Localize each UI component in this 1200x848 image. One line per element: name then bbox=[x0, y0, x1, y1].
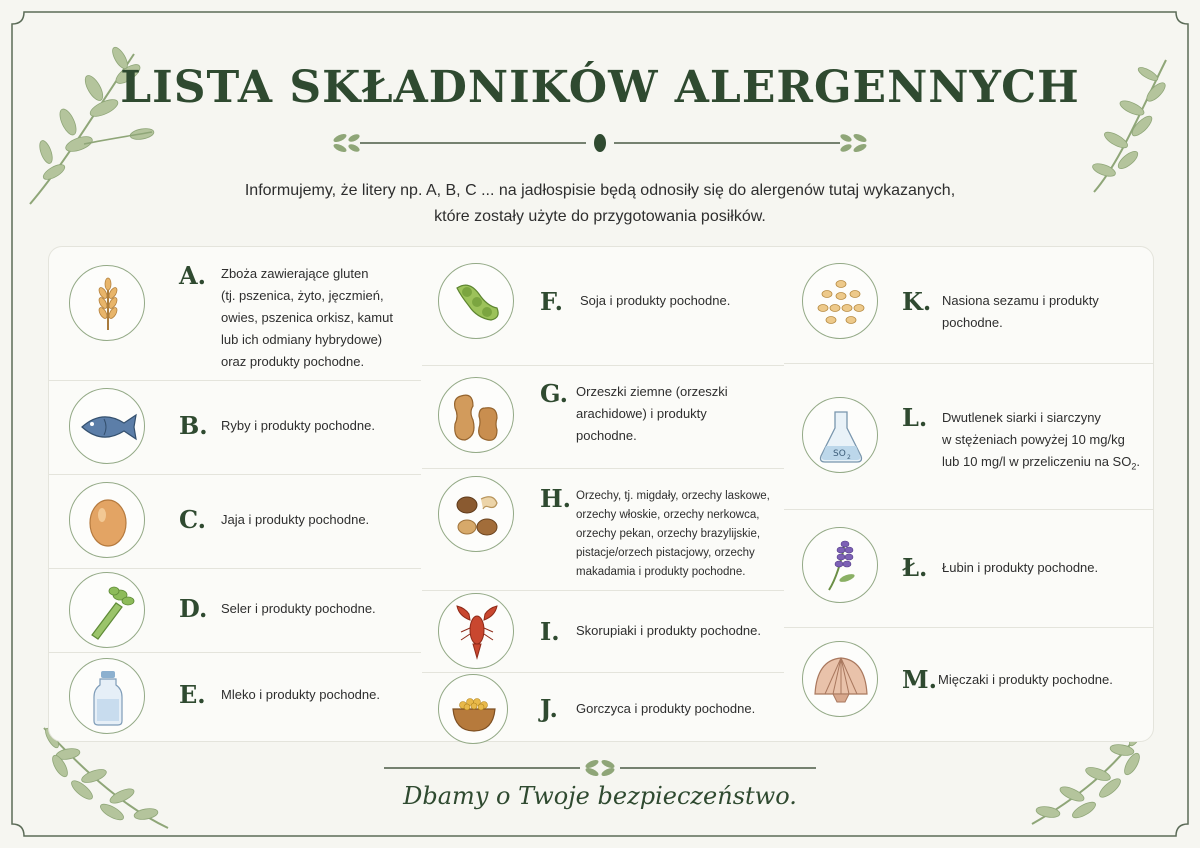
intro-text bbox=[180, 178, 1020, 230]
allergen-row-h bbox=[422, 468, 784, 591]
allergen-row-m bbox=[784, 627, 1154, 742]
egg-icon bbox=[69, 482, 145, 558]
allergen-desc-l-line-1: Dwutlenek siarki i siarczyny bbox=[942, 410, 1101, 425]
mustard-seeds-icon bbox=[438, 674, 508, 744]
allergen-row-a bbox=[49, 247, 421, 381]
allergen-letter-i: I. bbox=[540, 617, 560, 646]
allergen-row-b bbox=[49, 380, 421, 475]
allergen-letter-a: A. bbox=[179, 261, 206, 290]
wheat-icon bbox=[69, 265, 145, 341]
allergen-letter-ł: Ł. bbox=[902, 553, 928, 582]
allergen-desc-l-line-2: w stężeniach powyżej 10 mg/kg bbox=[942, 432, 1125, 447]
allergen-desc-a-line-1: Zboża zawierające gluten bbox=[221, 266, 369, 281]
shell-icon bbox=[802, 641, 878, 717]
allergen-desc-g-line-2: arachidowe) i produkty bbox=[576, 406, 707, 421]
milk-bottle-icon bbox=[69, 658, 145, 734]
allergen-row-i bbox=[422, 590, 784, 673]
allergen-desc-k-line-2: pochodne. bbox=[942, 315, 1003, 330]
allergen-desc-e: Mleko i produkty pochodne. bbox=[221, 687, 380, 702]
flask-label-subscript: 2 bbox=[847, 454, 851, 461]
allergen-desc-h-line-2: orzechy włoskie, orzechy nerkowca, bbox=[576, 509, 760, 521]
allergen-desc-h-line-1: Orzechy, tj. migdały, orzechy laskowe, bbox=[576, 490, 770, 502]
intro-line-1: Informujemy, że litery np. A, B, C ... na jadłospisie będą odnosiły się do alergenów tutaj wykazanych, bbox=[244, 182, 956, 199]
allergen-desc-g-line-3: pochodne. bbox=[576, 428, 637, 443]
allergen-letter-c: C. bbox=[179, 505, 207, 534]
allergen-desc-h bbox=[576, 487, 770, 582]
allergen-letter-d: D. bbox=[179, 594, 208, 623]
lupine-flower-icon bbox=[802, 527, 878, 603]
allergen-desc-k-line-1: Nasiona sezamu i produkty bbox=[942, 293, 1099, 308]
allergen-row-j bbox=[422, 672, 784, 742]
intro-line-2: które zostały użyte do przygotowania posiłków. bbox=[434, 208, 766, 225]
flask-label: SO bbox=[833, 449, 846, 459]
allergen-desc-i: Skorupiaki i produkty pochodne. bbox=[576, 623, 762, 638]
allergen-letter-e: E. bbox=[179, 680, 206, 709]
allergen-desc-g-line-1: Orzeszki ziemne (orzeszki bbox=[576, 384, 728, 399]
allergen-row-k bbox=[784, 247, 1154, 364]
allergen-desc-k bbox=[942, 290, 1099, 334]
allergen-desc-a-line-3: owies, pszenica orkisz, kamut bbox=[221, 310, 393, 325]
allergen-row-f bbox=[422, 247, 784, 366]
allergen-desc-a-line-2: (tj. pszenica, żyto, jęczmień, bbox=[221, 288, 384, 303]
footer-tagline: Dbamy o Twoje bezpieczeństwo. bbox=[403, 782, 797, 810]
allergen-desc-l bbox=[942, 407, 1140, 478]
peanut-icon bbox=[438, 377, 514, 453]
allergen-desc-l-subscript: 2 bbox=[1131, 461, 1137, 472]
allergen-desc-g bbox=[576, 381, 728, 447]
allergen-row-l bbox=[784, 363, 1154, 510]
allergen-row-d bbox=[49, 568, 421, 653]
allergen-row-c bbox=[49, 474, 421, 569]
allergen-row-e bbox=[49, 652, 421, 742]
allergen-desc-h-line-3: orzechy pekan, orzechy brazylijskie, bbox=[576, 528, 761, 540]
allergen-desc-ł: Łubin i produkty pochodne. bbox=[942, 560, 1099, 575]
allergen-letter-j: J. bbox=[540, 694, 558, 723]
flask-icon bbox=[802, 397, 878, 473]
allergen-desc-f: Soja i produkty pochodne. bbox=[580, 293, 731, 308]
allergen-desc-a-line-4: lub ich odmiany hybrydowe) bbox=[221, 332, 383, 347]
celery-icon bbox=[69, 572, 145, 648]
allergen-desc-m: Mięczaki i produkty pochodne. bbox=[938, 672, 1113, 687]
allergen-table bbox=[48, 246, 1154, 742]
allergen-desc-d: Seler i produkty pochodne. bbox=[221, 601, 376, 616]
allergen-letter-b: B. bbox=[179, 411, 208, 440]
allergen-row-ł bbox=[784, 509, 1154, 628]
allergen-letter-f: F. bbox=[540, 287, 563, 316]
allergen-desc-h-line-5: makadamia i produkty pochodne. bbox=[576, 566, 746, 578]
allergen-desc-h-line-4: pistacje/orzech pistacjowy, orzechy bbox=[576, 547, 755, 559]
allergen-desc-l-line-3 bbox=[942, 451, 1140, 478]
allergen-desc-l-suffix: . bbox=[1136, 454, 1140, 469]
allergen-desc-l-line-3-text: lub 10 mg/l w przeliczeniu na SO bbox=[942, 454, 1132, 469]
nuts-icon bbox=[438, 476, 514, 552]
lobster-icon bbox=[438, 593, 514, 669]
sesame-seeds-icon bbox=[802, 263, 878, 339]
allergen-desc-a bbox=[221, 263, 393, 373]
allergen-desc-j: Gorczyca i produkty pochodne. bbox=[576, 701, 756, 716]
allergen-desc-c: Jaja i produkty pochodne. bbox=[221, 512, 370, 527]
allergen-desc-a-line-5: oraz produkty pochodne. bbox=[221, 354, 365, 369]
allergen-letter-m: M. bbox=[902, 665, 937, 694]
soybean-icon bbox=[438, 263, 514, 339]
allergen-desc-b: Ryby i produkty pochodne. bbox=[221, 418, 375, 433]
allergen-letter-g: G. bbox=[540, 379, 568, 408]
allergen-letter-l: L. bbox=[902, 403, 928, 432]
page-title: LISTA SKŁADNIKÓW ALERGENNYCH bbox=[120, 62, 1080, 113]
allergen-letter-k: K. bbox=[902, 287, 932, 316]
fish-icon bbox=[69, 388, 145, 464]
allergen-row-g bbox=[422, 365, 784, 469]
title-divider bbox=[320, 128, 880, 158]
allergen-letter-h: H. bbox=[540, 484, 572, 513]
footer-divider bbox=[384, 758, 816, 778]
